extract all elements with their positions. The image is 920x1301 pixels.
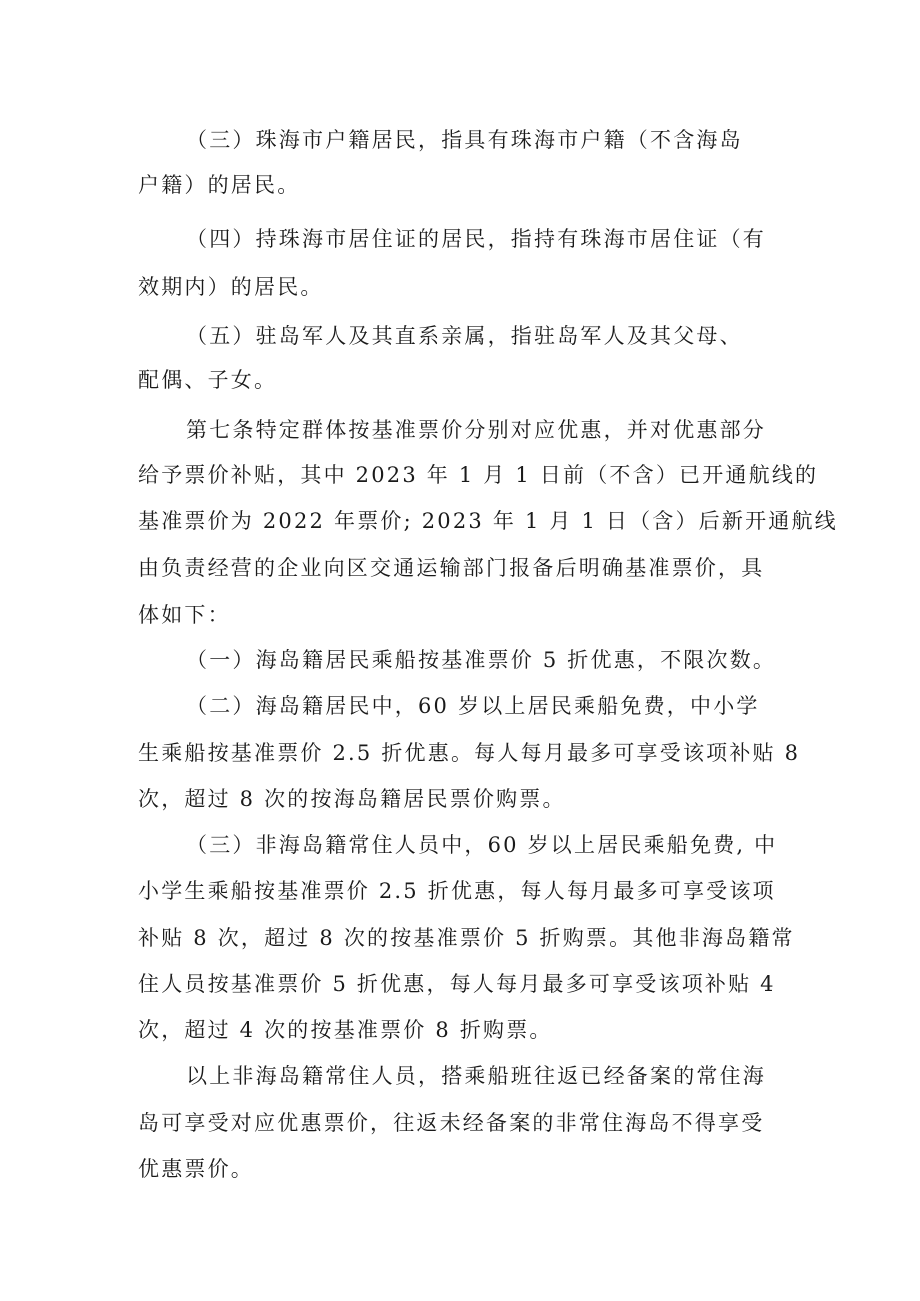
- text-line: 小学生乘船按基准票价 2.5 折优惠，每人每月最多可享受该项: [138, 879, 776, 903]
- text-line: （五）驻岛军人及其直系亲属，指驻岛军人及其父母、: [186, 324, 743, 348]
- text-line: 由负责经营的企业向区交通运输部门报备后明确基准票价，具: [138, 556, 765, 580]
- text-line: （三）非海岛籍常住人员中，60 岁以上居民乘船免费, 中: [186, 833, 778, 857]
- text-line: 以上非海岛籍常住人员，搭乘船班往返已经备案的常住海: [186, 1064, 766, 1088]
- text-line: 生乘船按基准票价 2.5 折优惠。每人每月最多可享受该项补贴 8: [138, 741, 801, 765]
- text-line: 户籍）的居民。: [138, 173, 301, 197]
- text-line: 次，超过 4 次的按基准票价 8 折购票。: [138, 1018, 553, 1042]
- text-line: 体如下：: [138, 603, 231, 627]
- text-line: 第七条特定群体按基准票价分别对应优惠，并对优惠部分: [186, 418, 766, 442]
- text-line: 基准票价为 2022 年票价; 2023 年 1 月 1 日（含）后新开通航线: [138, 509, 838, 533]
- text-line: 次，超过 8 次的按海岛籍居民票价购票。: [138, 787, 566, 811]
- text-line: （二）海岛籍居民中，60 岁以上居民乘船免费，中小学: [186, 694, 760, 718]
- text-line: 优惠票价。: [138, 1157, 254, 1181]
- text-line: 效期内）的居民。: [138, 275, 324, 299]
- text-line: 岛可享受对应优惠票价，往返未经备案的非常住海岛不得享受: [138, 1111, 765, 1135]
- text-line: 配偶、子女。: [138, 368, 278, 392]
- text-line: 补贴 8 次，超过 8 次的按基准票价 5 折购票。其他非海岛籍常: [138, 926, 795, 950]
- text-line: （一）海岛籍居民乘船按基准票价 5 折优惠，不限次数。: [186, 648, 777, 672]
- text-line: 住人员按基准票价 5 折优惠，每人每月最多可享受该项补贴 4: [138, 972, 776, 996]
- text-line: 给予票价补贴，其中 2023 年 1 月 1 日前（不含）已开通航线的: [138, 463, 819, 487]
- text-line: （四）持珠海市居住证的居民，指持有珠海市居住证（有: [186, 227, 766, 251]
- text-line: （三）珠海市户籍居民，指具有珠海市户籍（不含海岛: [186, 128, 743, 152]
